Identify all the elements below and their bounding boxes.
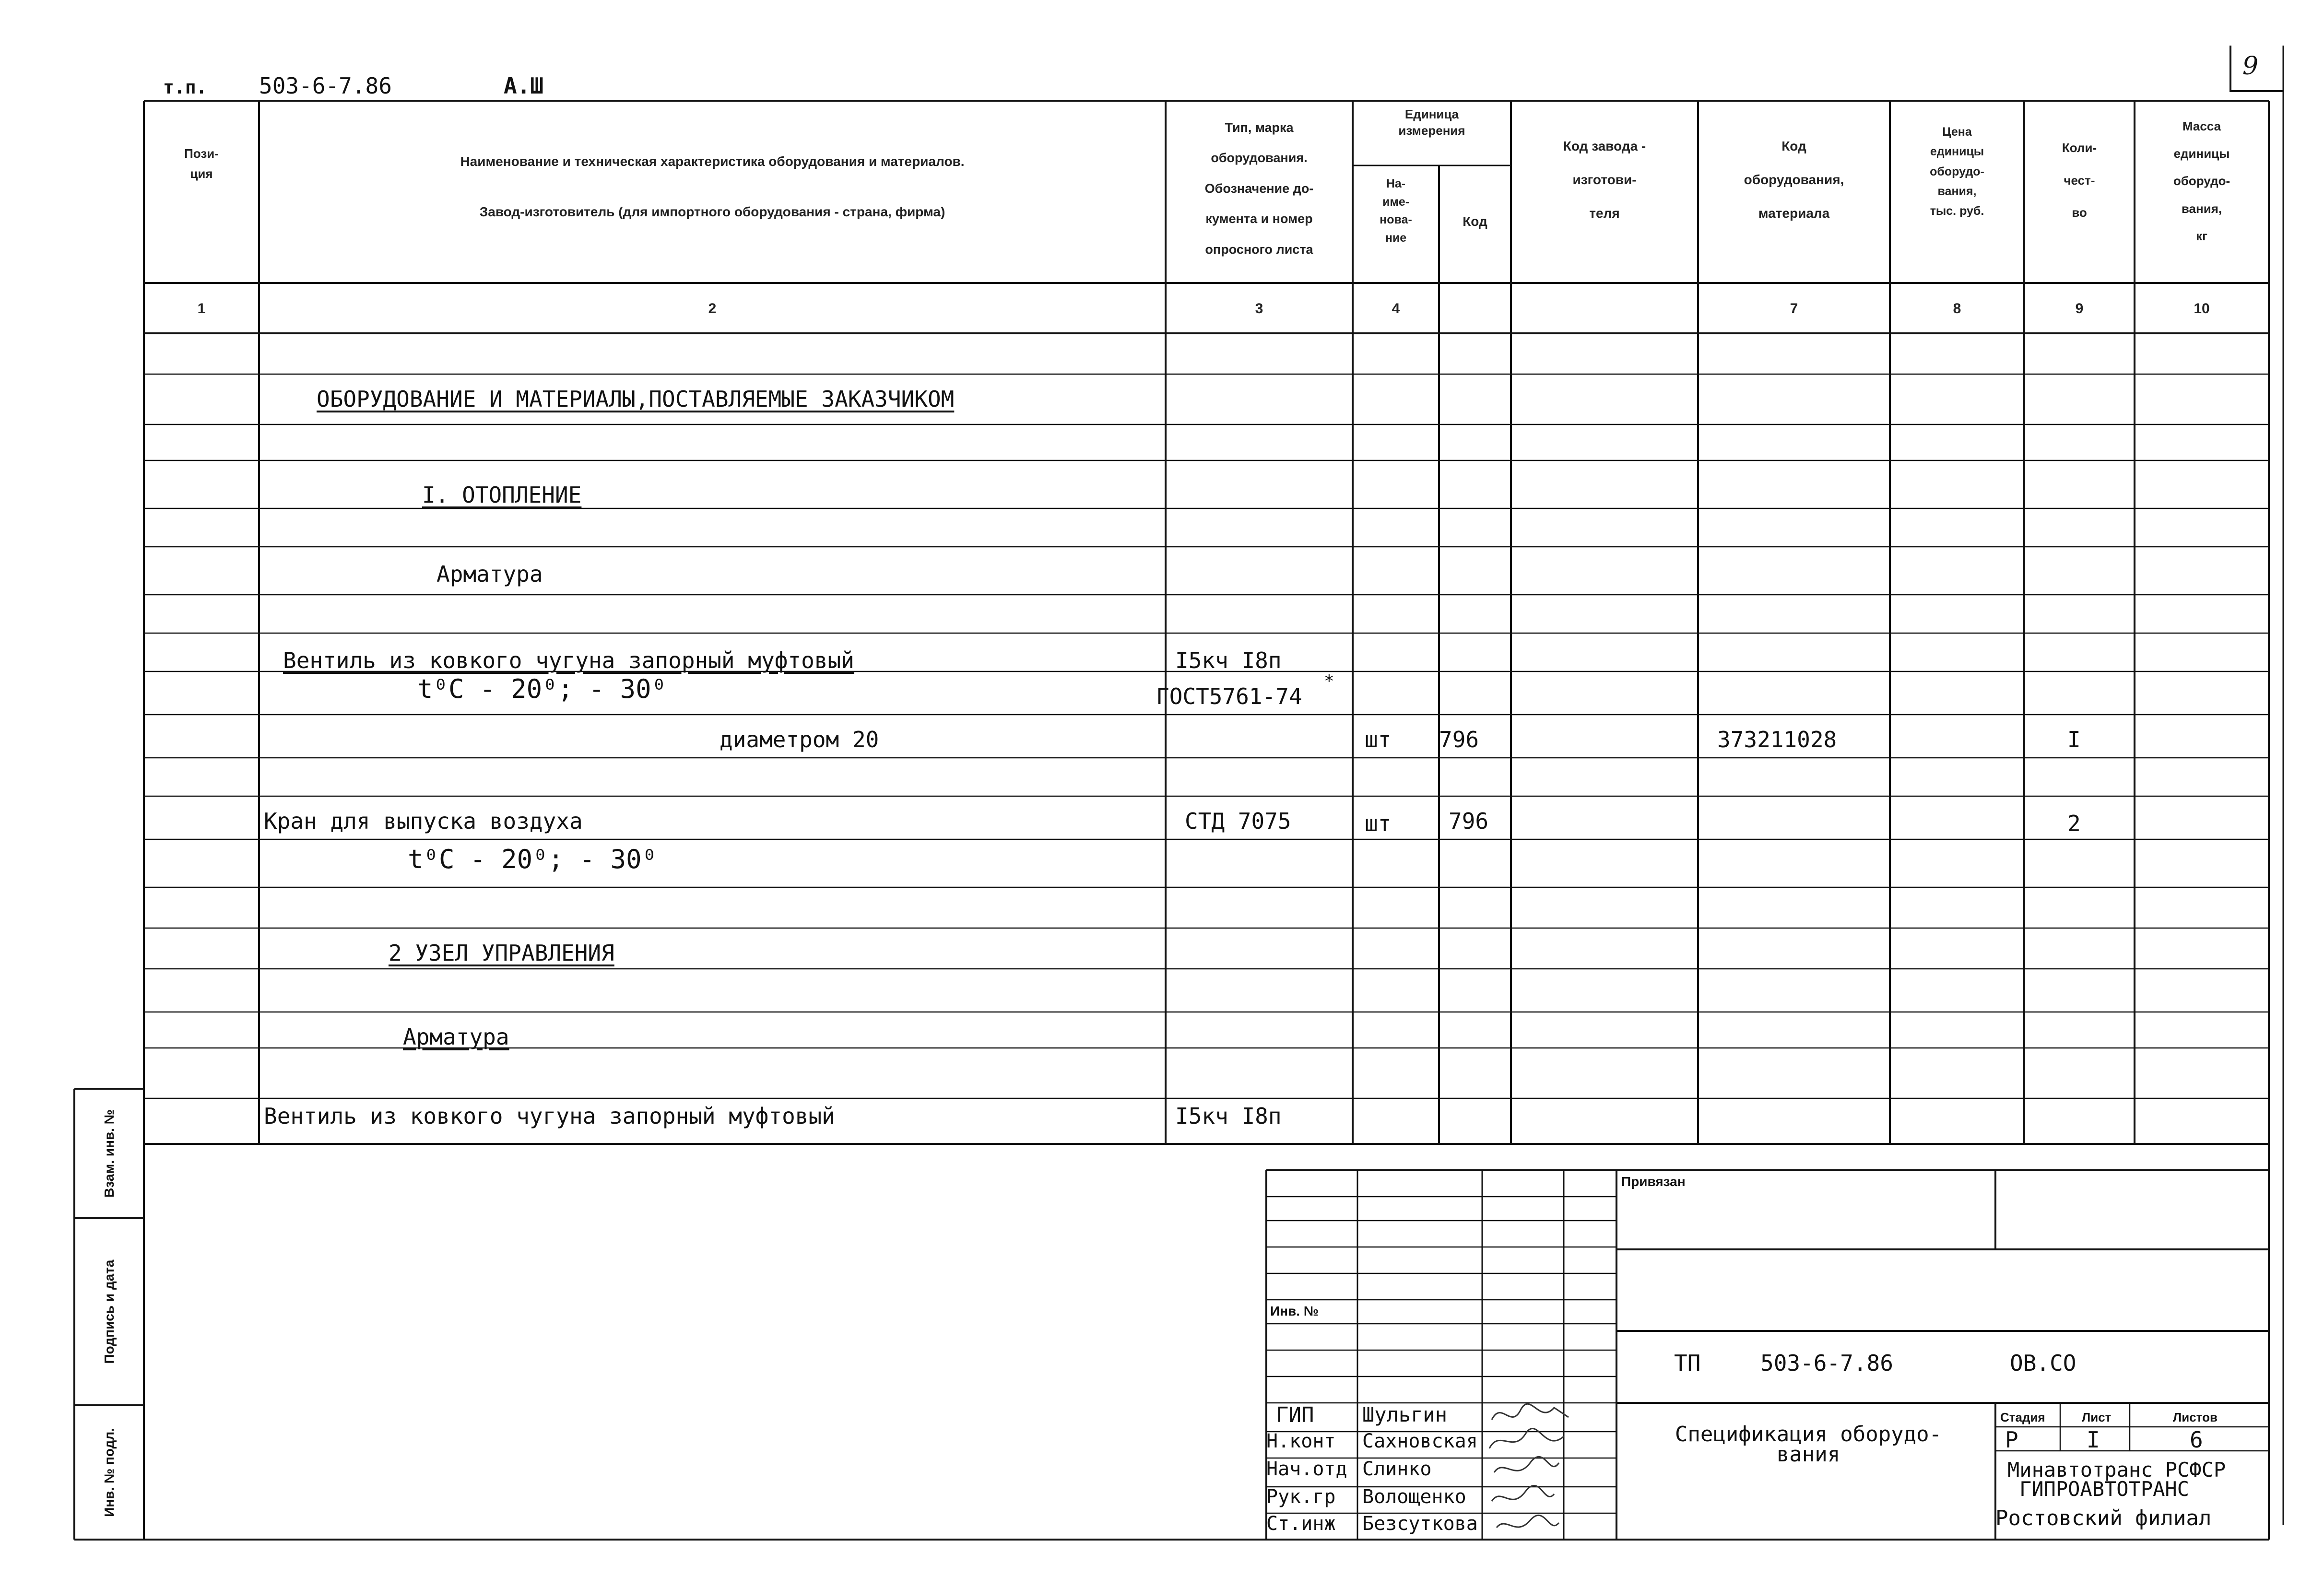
title-sheet: I: [2087, 1427, 2100, 1453]
column-number-10: 10: [2194, 301, 2210, 317]
role-group-head: Рук.гр: [1266, 1486, 1336, 1508]
title-inv-label: Инв. №: [1270, 1304, 1319, 1318]
name-senior-engineer: Безсуткова: [1362, 1513, 1478, 1535]
section-title: ОБОРУДОВАНИЕ И МАТЕРИАЛЫ,ПОСТАВЛЯЕМЫЕ ЗАКАЗЧИКОМ: [317, 386, 955, 412]
signature-2: [1489, 1428, 1564, 1448]
heading-armatura-2: Арматура: [403, 1024, 509, 1050]
heading-armatura: Арматура: [436, 561, 543, 587]
header-plant-code: Код завода - изготови- теля: [1563, 139, 1646, 221]
signature-5: [1497, 1515, 1559, 1528]
title-sheets: 6: [2190, 1427, 2203, 1453]
heading-control-unit: 2 УЗЕЛ УПРАВЛЕНИЯ: [389, 940, 614, 966]
role-senior-engineer: Ст.инж: [1266, 1513, 1336, 1535]
valve2-name: Вентиль из ковкого чугуна запорный муфтовый: [264, 1103, 835, 1129]
crane-quantity: 2: [2067, 811, 2081, 836]
valve1-diameter: диаметром 20: [720, 727, 879, 753]
doc-project: 503-6-7.86: [259, 73, 392, 99]
signature-3: [1494, 1457, 1559, 1472]
crane-type: СТД 7075: [1185, 808, 1291, 834]
header-unit-code: Код: [1463, 214, 1487, 229]
column-number-4: 4: [1392, 301, 1400, 317]
title-stage: Р: [2005, 1427, 2018, 1453]
header-unit-group: Единица измерения: [1398, 107, 1465, 138]
title-sheets-header: Листов: [2173, 1410, 2218, 1424]
crane-temperature: t⁰C - 20⁰; - 30⁰: [408, 844, 658, 874]
column-number-3: 3: [1255, 301, 1263, 317]
signature-marks: [1487, 1400, 1583, 1544]
stamp-signature-date: Подпись и дата: [102, 1259, 117, 1364]
page-number: 9: [2242, 52, 2259, 81]
name-group-head: Волощенко: [1362, 1486, 1466, 1508]
column-number-7: 7: [1790, 301, 1798, 317]
column-number-8: 8: [1953, 301, 1961, 317]
valve1-gost-mark: *: [1324, 671, 1334, 691]
header-name-line2: Завод-изготовитель (для импортного оборудования - страна, фирма): [479, 204, 945, 219]
valve1-material-code: 373211028: [1717, 727, 1837, 753]
heading-heating: I. ОТОПЛЕНИЕ: [422, 482, 582, 508]
column-number-9: 9: [2075, 301, 2084, 317]
valve1-unit-code: 796: [1439, 727, 1479, 753]
valve1-type: I5кч I8п: [1175, 647, 1282, 673]
role-norm-control: Н.конт: [1266, 1430, 1336, 1452]
title-org-institute: ГИПРОАВТОТРАНС: [2019, 1477, 2190, 1501]
title-doc-number: 503-6-7.86: [1760, 1350, 1893, 1376]
valve1-name: Вентиль из ковкого чугуна запорный муфтовый: [283, 647, 854, 673]
header-price: Цена единицы оборудо- вания, тыс. руб.: [1930, 125, 1984, 218]
valve2-type: I5кч I8п: [1175, 1103, 1282, 1129]
title-tp: ТП: [1674, 1350, 1701, 1376]
header-material-code: Код оборудования, материала: [1744, 139, 1844, 221]
header-quantity: Коли- чест- во: [2062, 141, 2097, 220]
valve1-temperature: t⁰C - 20⁰; - 30⁰: [417, 674, 667, 704]
title-sheet-header: Лист: [2082, 1410, 2112, 1424]
stamp-inv-original: Инв. № подл.: [102, 1428, 117, 1517]
stamp-replaced-inv: Взам. инв. №: [102, 1109, 117, 1198]
valve1-unit: шт: [1365, 727, 1392, 753]
header-type: Тип, марка оборудования. Обозначение до- кумента и номер опросного листа: [1204, 120, 1314, 257]
header-mass: Масса единицы оборудо- вания, кг: [2173, 119, 2230, 243]
name-gip: Шульгин: [1362, 1403, 1448, 1426]
header-position: Пози- ция: [184, 146, 219, 181]
header-unit-name: На- име- нова- ние: [1380, 177, 1412, 245]
crane-name: Кран для выпуска воздуха: [264, 808, 583, 834]
role-dept-head: Нач.отд: [1266, 1458, 1347, 1480]
title-doc-name: Спецификация оборудо- вания: [1675, 1422, 1942, 1467]
signature-4: [1492, 1485, 1554, 1501]
title-org-ministry: Минавтотранс РСФСР: [2007, 1458, 2226, 1482]
crane-unit-code: 796: [1449, 808, 1489, 834]
column-number-2: 2: [708, 301, 717, 317]
signature-1: [1492, 1404, 1569, 1420]
crane-unit: шт: [1365, 811, 1392, 836]
doc-prefix: т.п.: [163, 77, 207, 98]
valve1-quantity: I: [2067, 727, 2081, 753]
name-norm-control: Сахновская: [1362, 1430, 1478, 1452]
title-stage-header: Стадия: [2000, 1410, 2045, 1424]
doc-album: А.Ш: [504, 73, 544, 99]
role-gip: ГИП: [1276, 1403, 1314, 1427]
name-dept-head: Слинко: [1362, 1458, 1432, 1480]
title-org-branch: Ростовский филиал: [1995, 1506, 2212, 1530]
header-name-line1: Наименование и техническая характеристика оборудования и материалов.: [460, 154, 965, 169]
title-doc-code: ОВ.СО: [2010, 1350, 2076, 1376]
valve1-gost: ГОСТ5761-74: [1156, 683, 1302, 709]
title-bound-label: Привязан: [1621, 1174, 1686, 1189]
column-number-1: 1: [197, 301, 206, 317]
